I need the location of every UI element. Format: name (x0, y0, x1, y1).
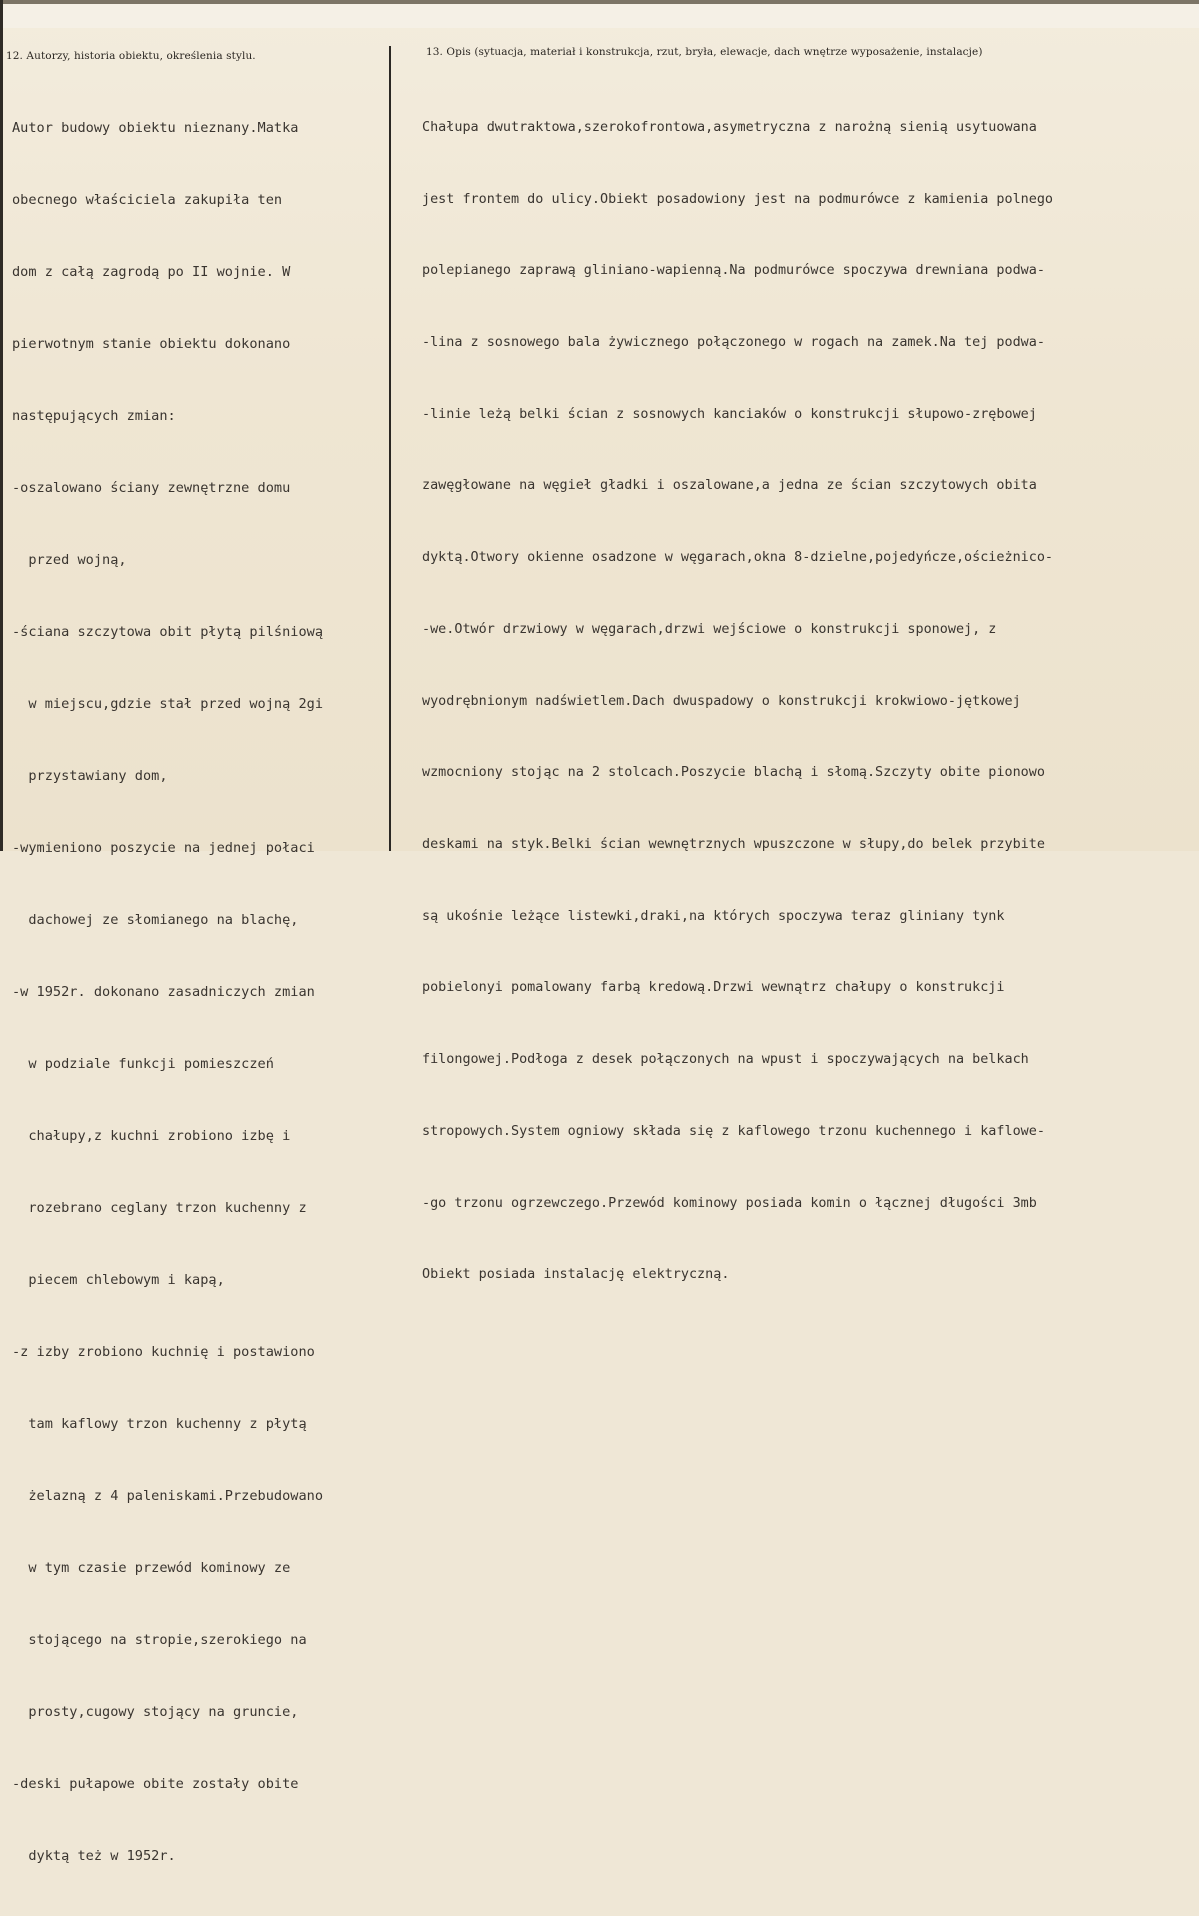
top-margin (0, 4, 1199, 28)
text-line: -lina z sosnowego bala żywicznego połączonego w rogach na zamek.Na tej podwa- (422, 334, 1045, 350)
text-line: filongowej.Podłoga z desek połączonych na wpust i spoczywających na belkach (422, 1052, 1029, 1068)
text-line: prosty,cugowy stojący na gruncie, (12, 1704, 299, 1720)
section-12-text (12, 68, 323, 1916)
text-line: rozebrano ceglany trzon kuchenny z (12, 1200, 307, 1216)
text-line: następujących zmian: (12, 408, 176, 424)
text-line: w tym czasie przewód kominowy ze (12, 1560, 291, 1576)
text-line: -linie leżą belki ścian z sosnowych kanciaków o konstrukcji słupowo-zrębowej (422, 406, 1037, 422)
text-line: dyktą też w 1952r. (12, 1848, 176, 1864)
text-line: -we.Otwór drzwiowy w węgarach,drzwi wejściowe o konstrukcji sponowej, z (422, 621, 997, 637)
text-line: -deski pułapowe obite zostały obite (12, 1776, 299, 1792)
text-line: wyodrębnionym nadświetlem.Dach dwuspadowy o konstrukcji krokwiowo-jętkowej (422, 693, 1021, 709)
text-line: piecem chlebowym i kapą, (12, 1272, 225, 1288)
text-line: dyktą.Otwory okienne osadzone w węgarach,okna 8-dzielne,pojedyńcze,ościeżnico- (422, 550, 1054, 566)
text-line: przystawiany dom, (12, 768, 168, 784)
text-line: dom z całą zagrodą po II wojnie. W (12, 264, 291, 280)
section-13-text (422, 68, 1053, 1335)
text-line: -wymieniono poszycie na jednej połaci (12, 840, 315, 856)
text-line: w podziale funkcji pomieszczeń (12, 1056, 274, 1072)
text-line: żelazną z 4 paleniskami.Przebudowano (12, 1488, 323, 1504)
text-line: stojącego na stropie,szerokiego na (12, 1632, 307, 1648)
text-line: -z izby zrobiono kuchnię i postawiono (12, 1344, 315, 1360)
text-line: pobielonyi pomalowany farbą kredową.Drzwi wewnątrz chałupy o konstrukcji (422, 980, 1005, 996)
text-line: w miejscu,gdzie stał przed wojną 2gi (12, 696, 323, 712)
text-line: deskami na styk.Belki ścian wewnętrznych wpuszczone w słupy,do belek przybite (422, 837, 1045, 852)
section-13-header: 13. Opis (sytuacja, materiał i konstrukcja, rzut, bryła, elewacje, dach wnętrze wyposażenie, instalacje) (426, 46, 983, 58)
section-12-header: 12. Autorzy, historia obiektu, określenia stylu. (6, 50, 256, 62)
text-line: tam kaflowy trzon kuchenny z płytą (12, 1416, 307, 1432)
text-line: Obiekt posiada instalację elektryczną. (422, 1267, 730, 1283)
text-line: są ukośnie leżące listewki,draki,na których spoczywa teraz gliniany tynk (422, 908, 1005, 924)
text-line: chałupy,z kuchni zrobiono izbę i (12, 1128, 291, 1144)
text-line: obecnego właściciela zakupiła ten (12, 192, 283, 208)
text-line: -w 1952r. dokonano zasadniczych zmian (12, 984, 315, 1000)
text-line: Autor budowy obiektu nieznany.Matka (12, 120, 299, 136)
top-border (0, 0, 1199, 4)
text-line: Chałupa dwutraktowa,szerokofrontowa,asymetryczna z narożną sienią usytuowana (422, 119, 1037, 135)
text-line: -go trzonu ogrzewczego.Przewód kominowy posiada komin o łącznej długości 3mb (422, 1195, 1037, 1211)
text-line: -ściana szczytowa obit płytą pilśniową (12, 624, 323, 640)
text-line: wzmocniony stojąc na 2 stolcach.Poszycie blachą i słomą.Szczyty obite pionowo (422, 765, 1045, 781)
text-line: -oszalowano ściany zewnętrzne domu (12, 480, 291, 496)
text-line: zawęgłowane na węgieł gładki i oszalowane,a jedna ze ścian szczytowych obita (422, 478, 1037, 494)
column-divider (389, 46, 391, 851)
text-line: jest frontem do ulicy.Obiekt posadowiony jest na podmurówce z kamienia polnego (422, 191, 1054, 207)
text-line: przed wojną, (12, 552, 127, 568)
text-line: pierwotnym stanie obiektu dokonano (12, 336, 291, 352)
left-border (0, 0, 3, 851)
text-line: polepianego zaprawą gliniano-wapienną.Na podmurówce spoczywa drewniana podwa- (422, 263, 1045, 279)
text-line: stropowych.System ogniowy składa się z kaflowego trzonu kuchennego i kaflowe- (422, 1123, 1045, 1139)
text-line: dachowej ze słomianego na blachę, (12, 912, 299, 928)
